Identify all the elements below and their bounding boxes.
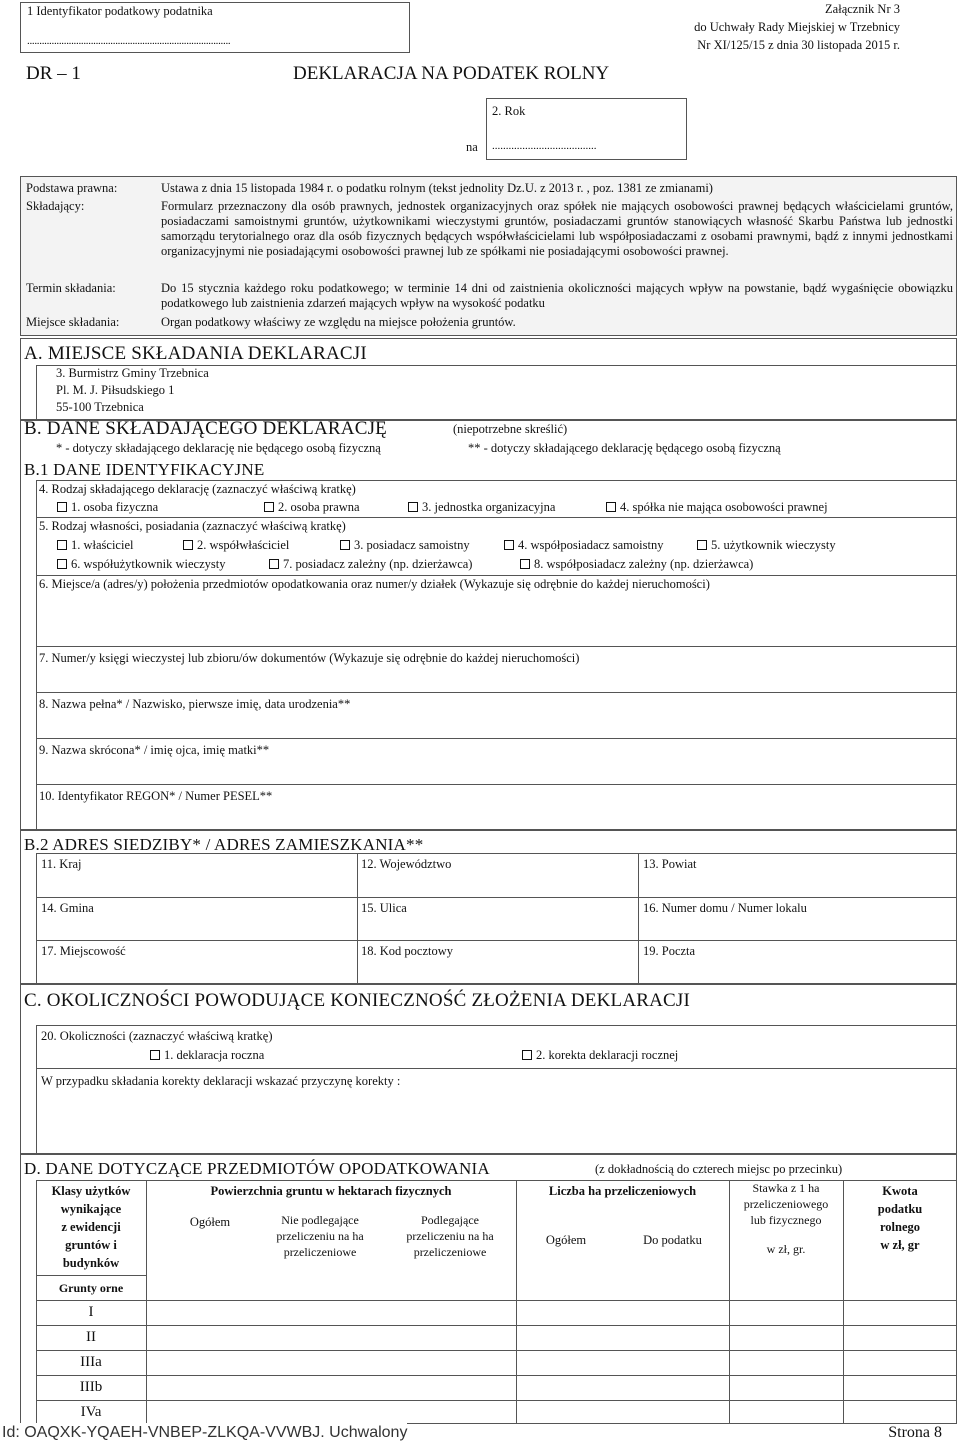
place-label: Miejsce składania: bbox=[26, 315, 120, 329]
checkbox-icon[interactable] bbox=[408, 502, 418, 512]
divider bbox=[516, 1180, 517, 1424]
divider bbox=[36, 1375, 957, 1376]
field4-label: 4. Rodzaj składającego deklarację (zaznaczyć właściwą kratkę) bbox=[39, 482, 356, 496]
field4-option-2[interactable]: 2. osoba prawna bbox=[264, 500, 360, 515]
address-house-number[interactable]: 16. Numer domu / Numer lokalu bbox=[643, 901, 807, 915]
taxpayer-id-field[interactable]: ................................................................................... bbox=[27, 35, 231, 47]
section-d-note: (z dokładnością do czterech miejsc po przecinku) bbox=[595, 1162, 843, 1176]
office-line2: Pl. M. J. Piłsudskiego 1 bbox=[56, 383, 175, 397]
address-postal-code[interactable]: 18. Kod pocztowy bbox=[361, 944, 453, 958]
attachment-line1: Załącznik Nr 3 bbox=[825, 2, 900, 16]
divider bbox=[36, 1275, 146, 1276]
field5-option-4[interactable]: 4. współposiadacz samoistny bbox=[504, 538, 663, 553]
col-conv-tax: Do podatku bbox=[643, 1233, 702, 1247]
taxpayer-id-label: 1 Identyfikator podatkowy podatnika bbox=[27, 4, 213, 18]
place-text: Organ podatkowy właściwy ze względu na miejsce położenia gruntów. bbox=[161, 315, 516, 329]
divider bbox=[36, 1300, 957, 1301]
divider bbox=[36, 692, 957, 693]
row-class-I: I bbox=[88, 1304, 94, 1320]
office-line3: 55-100 Trzebnica bbox=[56, 400, 144, 414]
field9-label[interactable]: 9. Nazwa skrócona* / imię ojca, imię matki** bbox=[39, 743, 270, 757]
legal-basis-label: Podstawa prawna: bbox=[26, 181, 118, 195]
checkbox-icon[interactable] bbox=[57, 540, 67, 550]
address-commune[interactable]: 14. Gmina bbox=[41, 901, 94, 915]
divider bbox=[36, 575, 957, 576]
form-title: DEKLARACJA NA PODATEK ROLNY bbox=[293, 63, 610, 84]
divider bbox=[36, 738, 957, 739]
checkbox-icon[interactable] bbox=[606, 502, 616, 512]
col-area-header: Powierzchnia gruntu w hektarach fizycznych bbox=[210, 1184, 452, 1198]
divider bbox=[36, 1400, 957, 1401]
row-class-IVa: IVa bbox=[80, 1404, 102, 1420]
col-class-header: Klasy użytków wynikające z ewidencji gruntów i budynków bbox=[51, 1184, 131, 1270]
divider bbox=[146, 1180, 147, 1424]
field4-option-4[interactable]: 4. spółka nie mająca osobowości prawnej bbox=[606, 500, 828, 515]
field5-option-7[interactable]: 7. posiadacz zależny (np. dzierżawca) bbox=[269, 557, 472, 572]
section-d-title: D. DANE DOTYCZĄCE PRZEDMIOTÓW OPODATKOWANIA bbox=[24, 1159, 490, 1178]
field8-label[interactable]: 8. Nazwa pełna* / Nazwisko, pierwsze imię, data urodzenia** bbox=[39, 697, 351, 711]
checkbox-icon[interactable] bbox=[520, 559, 530, 569]
divider bbox=[36, 1325, 957, 1326]
office-line1: 3. Burmistrz Gminy Trzebnica bbox=[56, 366, 209, 380]
correction-note[interactable]: W przypadku składania korekty deklaracji wskazać przyczynę korekty : bbox=[41, 1074, 401, 1088]
group-label-arable: Grunty orne bbox=[58, 1281, 124, 1295]
field5-option-6[interactable]: 6. współużytkownik wieczysty bbox=[57, 557, 226, 572]
year-field[interactable]: ...................................... bbox=[492, 140, 597, 152]
address-post-office[interactable]: 19. Poczta bbox=[643, 944, 696, 958]
year-prefix: na bbox=[466, 140, 478, 154]
checkbox-icon[interactable] bbox=[269, 559, 279, 569]
section-b-note: (niepotrzebne skreślić) bbox=[453, 422, 568, 436]
checkbox-icon[interactable] bbox=[522, 1050, 532, 1060]
checkbox-icon[interactable] bbox=[150, 1050, 160, 1060]
field4-option-3[interactable]: 3. jednostka organizacyjna bbox=[408, 500, 555, 515]
deadline-label: Termin składania: bbox=[26, 281, 116, 295]
col-conv-header: Liczba ha przeliczeniowych bbox=[548, 1184, 697, 1198]
legend-note-2: ** - dotyczy składającego deklarację będącego osobą fizyczną bbox=[468, 441, 781, 455]
address-country[interactable]: 11. Kraj bbox=[41, 857, 82, 871]
address-street[interactable]: 15. Ulica bbox=[361, 901, 407, 915]
b1-title: B.1 DANE IDENTYFIKACYJNE bbox=[24, 460, 265, 479]
row-class-II: II bbox=[86, 1329, 96, 1345]
address-county[interactable]: 13. Powiat bbox=[643, 857, 697, 871]
page-number: Strona 8 bbox=[888, 1424, 942, 1441]
divider bbox=[638, 853, 639, 984]
row-class-IIIb: IIIb bbox=[79, 1379, 103, 1395]
checkbox-icon[interactable] bbox=[504, 540, 514, 550]
field6-label[interactable]: 6. Miejsce/a (adres/y) położenia przedmiotów opodatkowania oraz numer/y działek (Wykazuje się odrębnie do każdej nieruchomości) bbox=[39, 577, 710, 591]
field20-label: 20. Okoliczności (zaznaczyć właściwą kratkę) bbox=[41, 1029, 273, 1043]
checkbox-icon[interactable] bbox=[183, 540, 193, 550]
divider bbox=[36, 897, 957, 898]
section-a-title: A. MIEJSCE SKŁADANIA DEKLARACJI bbox=[24, 343, 367, 364]
col-rate-header: Stawka z 1 ha przeliczeniowego lub fizycznego bbox=[743, 1181, 829, 1227]
col-conv-total: Ogółem bbox=[545, 1233, 587, 1247]
form-code: DR – 1 bbox=[26, 63, 81, 84]
circumstance-option-2[interactable]: 2. korekta deklaracji rocznej bbox=[522, 1048, 678, 1063]
field5-option-2[interactable]: 2. współwłaściciel bbox=[183, 538, 289, 553]
divider bbox=[36, 784, 957, 785]
field7-label[interactable]: 7. Numer/y księgi wieczystej lub zbioru/ów dokumentów (Wykazuje się odrębnie do każdej nieruchomości) bbox=[39, 651, 580, 665]
checkbox-icon[interactable] bbox=[340, 540, 350, 550]
circumstance-option-1[interactable]: 1. deklaracja roczna bbox=[150, 1048, 264, 1063]
checkbox-icon[interactable] bbox=[697, 540, 707, 550]
legend-note-1: * - dotyczy składającego deklarację nie będącego osobą fizyczną bbox=[56, 441, 381, 455]
legal-basis-text: Ustawa z dnia 15 listopada 1984 r. o podatku rolnym (tekst jednolity Dz.U. z 2013 r. , poz. 1381 ze zmianami) bbox=[161, 181, 713, 195]
section-c-title: C. OKOLICZNOŚCI POWODUJĄCE KONIECZNOŚĆ ZŁOŻENIA DEKLARACJI bbox=[24, 990, 691, 1011]
divider bbox=[357, 853, 358, 984]
address-grid bbox=[36, 853, 957, 984]
field4-option-1[interactable]: 1. osoba fizyczna bbox=[57, 500, 158, 515]
field5-option-5[interactable]: 5. użytkownik wieczysty bbox=[697, 538, 836, 553]
checkbox-icon[interactable] bbox=[264, 502, 274, 512]
attachment-line3: Nr XI/125/15 z dnia 30 listopada 2015 r. bbox=[697, 38, 900, 52]
document-id: Id: OAQXK-YQAEH-VNBEP-ZLKQA-VVWBJ. Uchwalony bbox=[2, 1424, 408, 1441]
b2-title: B.2 ADRES SIEDZIBY* / ADRES ZAMIESZKANIA** bbox=[24, 835, 424, 854]
field10-label[interactable]: 10. Identyfikator REGON* / Numer PESEL** bbox=[39, 789, 273, 803]
col-rate-units: w zł, gr. bbox=[766, 1242, 806, 1256]
row-class-IIIa: IIIa bbox=[80, 1354, 102, 1370]
divider bbox=[36, 646, 957, 647]
col-area-subject: Podlegające przeliczeniu na ha przeliczeniowe bbox=[406, 1213, 494, 1259]
col-area-total: Ogółem bbox=[189, 1215, 231, 1229]
divider bbox=[36, 940, 957, 941]
divider bbox=[36, 1068, 957, 1069]
filers-label: Składający: bbox=[26, 199, 85, 213]
year-label: 2. Rok bbox=[492, 104, 526, 118]
field5-option-8[interactable]: 8. współposiadacz zależny (np. dzierżawca) bbox=[520, 557, 753, 572]
divider bbox=[36, 1350, 957, 1351]
checkbox-icon[interactable] bbox=[57, 559, 67, 569]
divider bbox=[36, 517, 957, 518]
field5-label: 5. Rodzaj własności, posiadania (zaznaczyć właściwą kratkę) bbox=[39, 519, 346, 533]
deadline-text: Do 15 stycznia każdego roku podatkowego; w terminie 14 dni od zaistnienia okoliczności mających wpływ na powstanie, bądź wygaśnięcie obowiązku podatkowego lub zaistnienia zdarzeń mających wpływ na wysokość podatku bbox=[161, 281, 953, 310]
col-amount-header: Kwota podatku rolnego w zł, gr bbox=[877, 1184, 923, 1252]
address-voivodeship[interactable]: 12. Województwo bbox=[361, 857, 452, 871]
filers-text: Formularz przeznaczony dla osób prawnych, jednostek organizacyjnych oraz spółek nie mających osobowości prawnej będących właścicielami gruntów, posiadaczami samoistnymi gruntów, użytkownikami wieczystymi gruntów, posiadaczami gruntów stanowiących własność Skarbu Państwa lub jednostki samorządu terytorialnego oraz dla osób fizycznych będących współwłaścicielami lub współposiadaczami z osobami prawnymi, bądź z innymi jednostkami organizacyjnymi nie posiadającymi osobowości prawnej lub ze spółkami nie posiadającymi osobowości prawnej. bbox=[161, 199, 953, 258]
attachment-line2: do Uchwały Rady Miejskiej w Trzebnicy bbox=[694, 20, 900, 34]
section-b-title: B. DANE SKŁADAJĄCEGO DEKLARACJĘ bbox=[24, 418, 387, 439]
checkbox-icon[interactable] bbox=[57, 502, 67, 512]
field5-option-1[interactable]: 1. właściciel bbox=[57, 538, 133, 553]
address-city[interactable]: 17. Miejscowość bbox=[41, 944, 126, 958]
col-area-nonsubject: Nie podlegające przeliczeniu na ha przeliczeniowe bbox=[276, 1213, 364, 1259]
field5-option-3[interactable]: 3. posiadacz samoistny bbox=[340, 538, 470, 553]
